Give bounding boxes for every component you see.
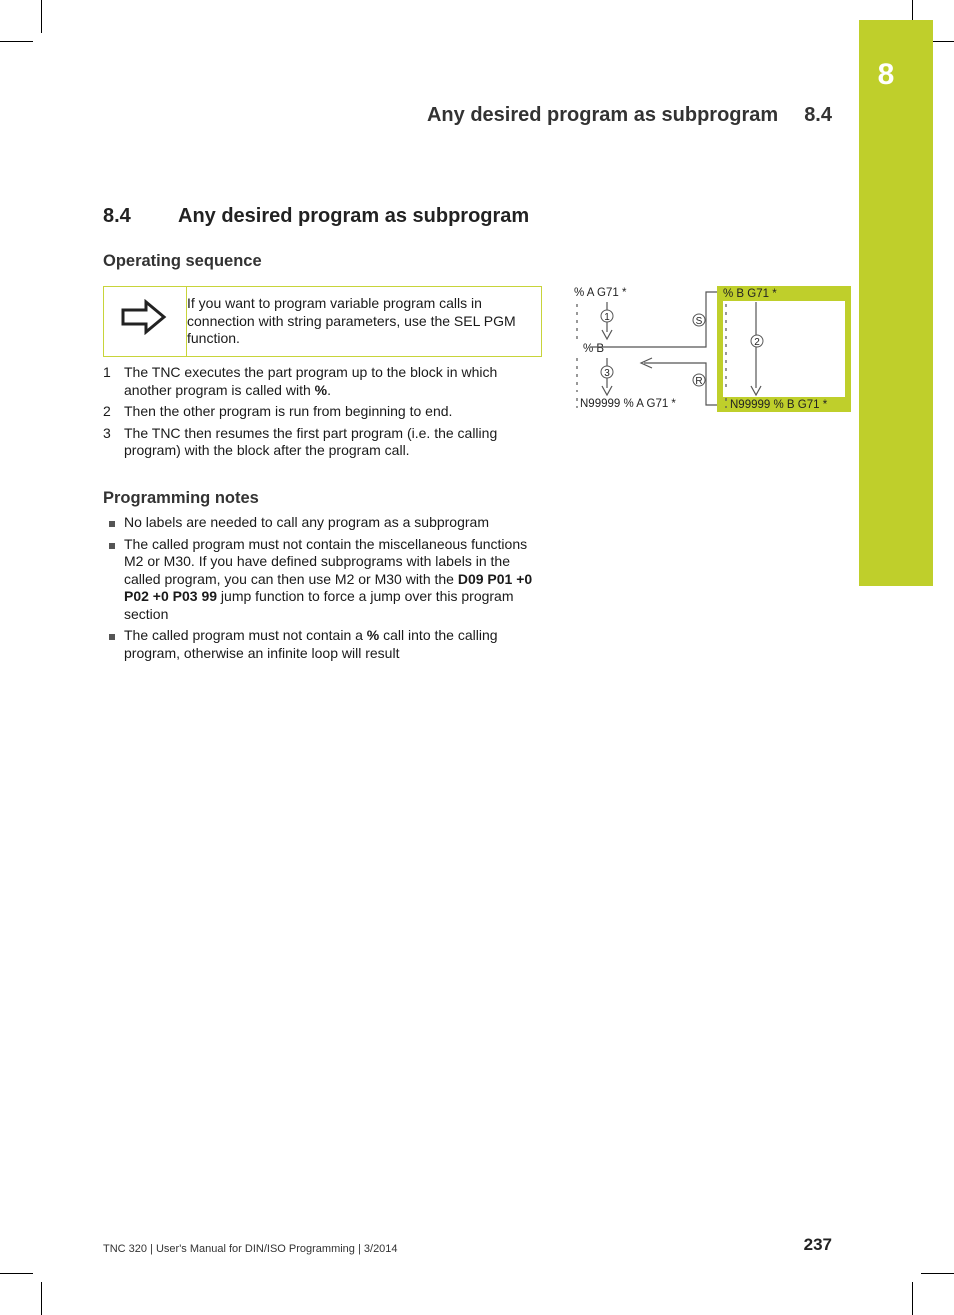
- running-head-number: 8.4: [804, 104, 832, 126]
- list-item: [103, 514, 537, 532]
- programming-notes-list: [103, 514, 537, 666]
- note-box: [103, 286, 542, 357]
- list-item: [103, 627, 537, 662]
- calling-program-start: % A G71 *: [574, 287, 627, 299]
- running-head-title: Any desired program as subprogram: [426, 104, 779, 126]
- crop-mark: [921, 1273, 954, 1274]
- crop-mark: [41, 0, 42, 33]
- step-number: 3: [103, 424, 111, 441]
- note-item-text: The called program must not contain a: [124, 627, 367, 643]
- step-3-label: 3: [604, 368, 610, 379]
- note-item-code: %: [366, 627, 380, 643]
- note-item-text: No labels are needed to call any program as a subprogram: [124, 514, 489, 530]
- chapter-number: 8: [877, 58, 895, 91]
- page-number: 237: [803, 1235, 832, 1254]
- note-item-code: D09 P01 +0 P02 +0 P03 99: [124, 570, 533, 604]
- note-text: If you want to program variable program calls in connection with string parameters, use the SEL PGM function.: [187, 295, 516, 346]
- list-item: [103, 425, 533, 460]
- list-item: [103, 364, 533, 399]
- note-item-text-end: jump function to force a jump over this program section: [124, 588, 514, 622]
- bullet-icon: [109, 543, 115, 549]
- step-number: 1: [103, 364, 111, 380]
- step-2-label: 2: [754, 337, 760, 348]
- subprogram-call-diagram: [566, 280, 856, 420]
- crop-mark: [0, 1273, 33, 1274]
- chapter-tab: [859, 20, 933, 586]
- section-number: 8.4: [103, 205, 131, 227]
- section-title: [103, 205, 529, 228]
- start-marker-label: S: [695, 316, 703, 327]
- operating-sequence-heading: Operating sequence: [103, 252, 262, 270]
- running-head: [380, 104, 832, 127]
- step-text: The TNC executes the part program up to the block in which another program is called with: [124, 364, 498, 398]
- crop-mark: [0, 41, 33, 42]
- calling-program-end: N99999 % A G71 *: [580, 398, 676, 410]
- step-number: 2: [103, 403, 111, 419]
- footer-text: TNC 320 | User's Manual for DIN/ISO Programming | 3/2014: [103, 1243, 398, 1255]
- called-program-body: [723, 301, 845, 397]
- calling-program-call: % B: [583, 343, 605, 355]
- step-text: Then the other program is run from beginning to end.: [124, 403, 453, 419]
- section-title-text: Any desired program as subprogram: [178, 205, 530, 227]
- step-text: The TNC then resumes the first part program (i.e. the calling program) with the block after the program call.: [124, 424, 498, 458]
- note-item-text-end: call into the calling program, otherwise an infinite loop will result: [124, 627, 498, 661]
- crop-mark: [912, 1282, 913, 1315]
- called-program-end: N99999 % B G71 *: [730, 399, 828, 411]
- crop-mark: [41, 1282, 42, 1315]
- programming-notes-heading: Programming notes: [103, 489, 259, 507]
- list-item: [103, 403, 533, 421]
- step-1-label: 1: [604, 312, 610, 323]
- return-marker-label: R: [695, 376, 703, 387]
- bullet-icon: [109, 634, 115, 640]
- operating-steps: [103, 364, 533, 464]
- step-text-end: .: [327, 381, 331, 398]
- arrow-right-icon: [121, 299, 167, 335]
- step-code: %: [314, 381, 328, 398]
- note-item-text: The called program must not contain the miscellaneous functions M2 or M30. If you have defined subprograms with labels in the called program, you can then use M2 or M30 with the: [124, 535, 528, 587]
- bullet-icon: [109, 521, 115, 527]
- list-item: [103, 536, 537, 624]
- called-program-start: % B G71 *: [723, 288, 777, 300]
